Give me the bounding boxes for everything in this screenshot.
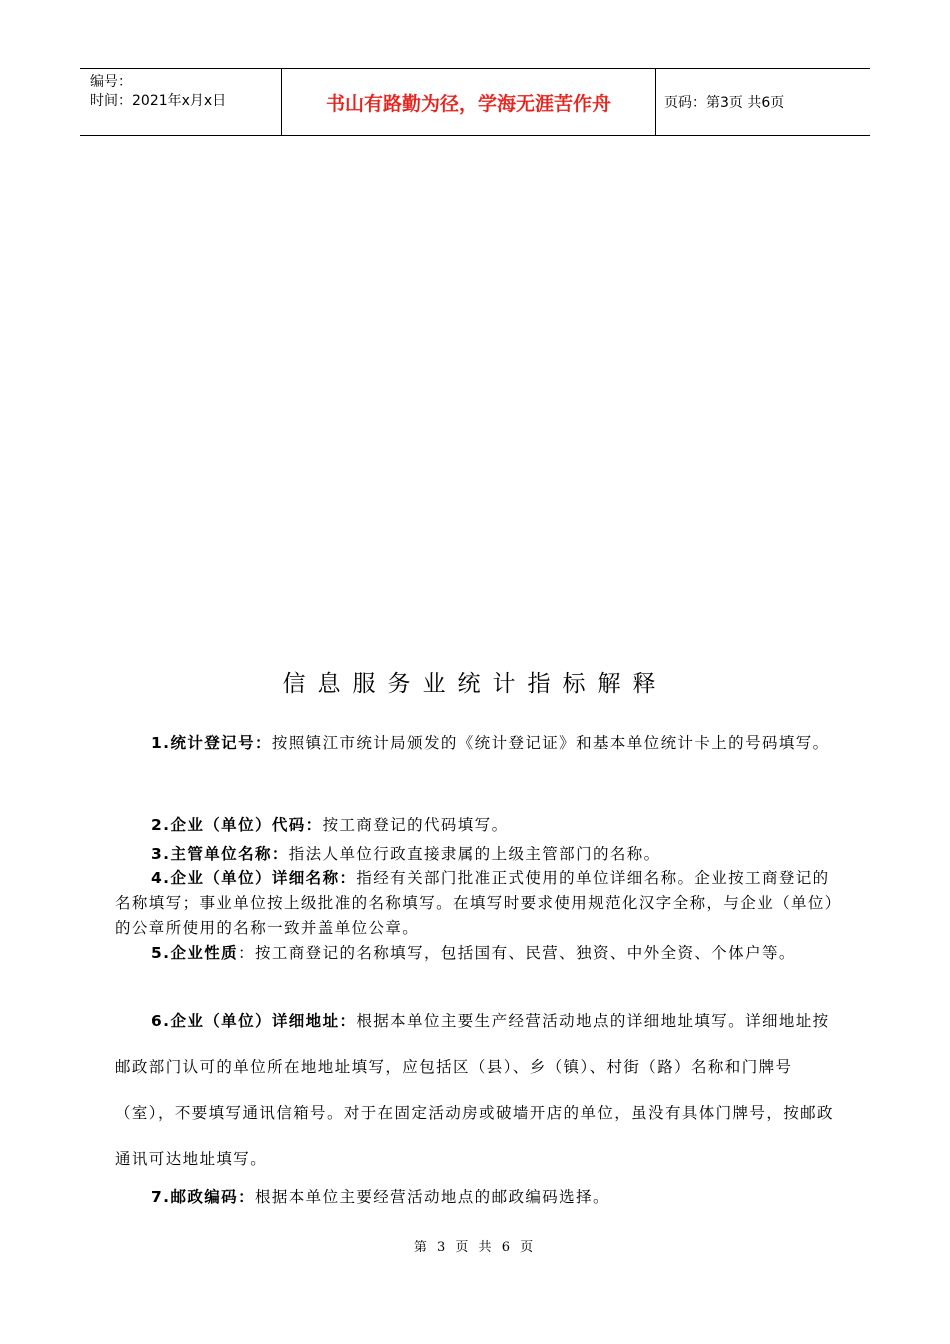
item-5 (115, 941, 837, 966)
item-term: 7.邮政编码： (151, 1188, 255, 1206)
item-term: 1.统计登记号： (151, 734, 272, 752)
item-4 (115, 866, 837, 941)
item-text: 指经有关部门批准正式使用的单位详细名称。企业按工商登记的名称填写；事业单位按上级批准的名称填写。在填写时要求使用规范化汉字全称，与企业（单位）的公章所使用的名称一致并盖单位公章。 (115, 869, 834, 937)
item-2 (115, 811, 837, 839)
header-meta-cell (80, 69, 282, 135)
item-term: 6.企业（单位）详细地址： (151, 1012, 357, 1030)
item-term: 5.企业性质 (151, 944, 239, 962)
item-term: 4.企业（单位）详细名称： (151, 869, 357, 887)
document-title: 信息服务业统计指标解释 (282, 671, 668, 697)
header-table (80, 68, 870, 136)
item-1 (115, 722, 837, 765)
item-7 (115, 1177, 837, 1217)
item-3 (115, 840, 837, 868)
item-text: 根据本单位主要生产经营活动地点的详细地址填写。详细地址按邮政部门认可的单位所在地地址填写，应包括区（县）、乡（镇）、村街（路）名称和门牌号（室），不要填写通讯信箱号。对于在固定活动房或破墙开店的单位，虽没有具体门牌号，按邮政通讯可达地址填写。 (115, 1012, 834, 1168)
document-number-label: 编号： (90, 74, 132, 90)
item-text: 按照镇江市统计局颁发的《统计登记证》和基本单位统计卡上的号码填写。 (271, 734, 830, 752)
item-text: 指法人单位行政直接隶属的上级主管部门的名称。 (288, 845, 661, 863)
document-date: 时间：2021年x月x日 (90, 93, 227, 109)
item-term: 2.企业（单位）代码： (151, 816, 323, 834)
page-footer: 第 3 页 共 6 页 (413, 1240, 537, 1255)
item-text: ：按工商登记的名称填写，包括国有、民营、独资、中外全资、个体户等。 (238, 944, 796, 962)
item-text: 根据本单位主要经营活动地点的邮政编码选择。 (254, 1188, 610, 1206)
item-text: 按工商登记的代码填写。 (322, 816, 509, 834)
item-6 (115, 998, 837, 1182)
header-motto: 书山有路勤为径，学海无涯苦作舟 (282, 69, 656, 135)
header-page-info: 页码：第3页 共6页 (664, 95, 785, 111)
item-term: 3.主管单位名称： (151, 845, 289, 863)
